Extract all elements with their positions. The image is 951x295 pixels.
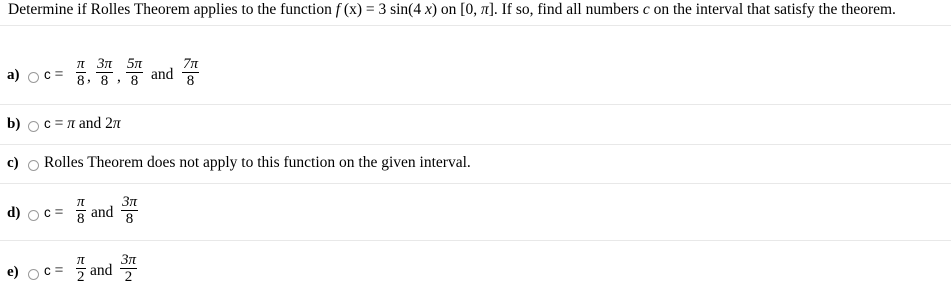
divider	[0, 144, 951, 145]
option-c-text: Rolles Theorem does not apply to this function on the given interval.	[44, 154, 471, 171]
option-d-radio[interactable]	[28, 210, 39, 221]
option-e-letter: e)	[7, 264, 19, 280]
option-a-c: c =	[44, 66, 64, 83]
divider	[0, 183, 951, 184]
option-e-radio[interactable]	[28, 269, 39, 280]
option-b-answer: c = π and 2π	[44, 115, 121, 132]
option-e-fraction-2: 3π 2	[121, 252, 137, 285]
option-a-fraction-1: π 8	[77, 56, 85, 89]
option-d-and: and	[91, 204, 114, 221]
option-a-radio[interactable]	[28, 72, 39, 83]
option-a-fraction-3: 5π 8	[127, 56, 143, 89]
option-d-fraction-1: π 8	[77, 194, 85, 227]
option-e-c: c =	[44, 262, 64, 279]
option-a-letter: a)	[7, 67, 20, 83]
question-text: Determine if Rolles Theorem applies to the function f (x) = 3 sin(4 x) on [0, π]. If so, find all numbers c on the interval that satisfy the theorem.	[8, 1, 896, 18]
option-a-and: and	[151, 66, 174, 83]
option-e-fraction-1: π 2	[77, 252, 85, 285]
option-b-radio[interactable]	[28, 121, 39, 132]
divider	[0, 240, 951, 241]
option-b-letter: b)	[7, 116, 21, 132]
option-a-fraction-2: 3π 8	[97, 56, 113, 89]
divider	[0, 25, 951, 26]
option-a-comma-2: ,	[117, 68, 121, 85]
option-d-fraction-2: 3π 8	[122, 194, 138, 227]
option-c-letter: c)	[7, 155, 19, 171]
option-e-and: and	[90, 262, 113, 279]
option-c-radio[interactable]	[28, 160, 39, 171]
divider	[0, 104, 951, 105]
option-d-letter: d)	[7, 205, 21, 221]
option-d-c: c =	[44, 204, 64, 221]
option-a-fraction-4: 7π 8	[183, 56, 199, 89]
option-a-comma-1: ,	[87, 68, 91, 85]
